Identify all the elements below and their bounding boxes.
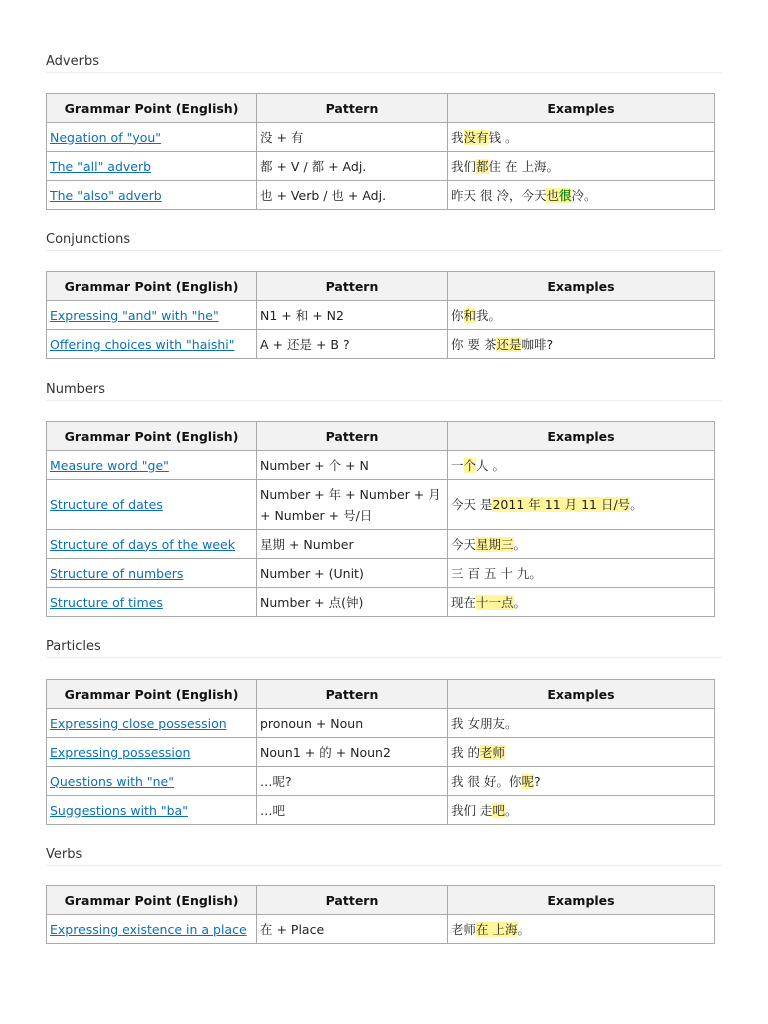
section-heading: Verbs xyxy=(46,845,722,866)
example-highlight: 在 上海 xyxy=(476,922,518,937)
grammar-point-cell xyxy=(47,588,257,617)
example-text: 。 xyxy=(513,537,527,552)
example-highlight: 十一点 xyxy=(476,595,514,610)
example-cell xyxy=(448,915,715,944)
grammar-point-link[interactable]: Structure of days of the week xyxy=(50,536,235,552)
example-text: 。 xyxy=(513,595,527,610)
section-adverbs xyxy=(46,52,722,203)
example-cell xyxy=(448,451,715,480)
pattern-cell: 都 + V / 都 + Adj. xyxy=(257,152,448,181)
table-row xyxy=(47,330,715,359)
grammar-point-cell xyxy=(47,915,257,944)
example-text: 住 在 上海。 xyxy=(488,159,559,174)
example-highlight: 还是 xyxy=(496,337,522,352)
grammar-point-link[interactable]: Negation of "you" xyxy=(50,129,162,145)
table-row xyxy=(47,152,715,181)
grammar-point-cell xyxy=(47,796,257,825)
table-row xyxy=(47,559,715,588)
grammar-point-link[interactable]: Suggestions with "ba" xyxy=(50,802,188,818)
grammar-point-link[interactable]: Structure of times xyxy=(50,594,163,610)
example-cell xyxy=(448,181,715,210)
example-text: 人 。 xyxy=(476,458,506,473)
grammar-point-link[interactable]: Offering choices with "haishi" xyxy=(50,336,235,352)
header-grammar-point: Grammar Point (English) xyxy=(47,680,257,709)
grammar-point-cell xyxy=(47,530,257,559)
header-grammar-point: Grammar Point (English) xyxy=(47,94,257,123)
example-cell xyxy=(448,123,715,152)
grammar-point-link[interactable]: Expressing possession xyxy=(50,744,191,760)
grammar-point-cell xyxy=(47,181,257,210)
pattern-cell: N1 + 和 + N2 xyxy=(257,301,448,330)
pattern-cell: Number + (Unit) xyxy=(257,559,448,588)
grammar-point-link[interactable]: Structure of numbers xyxy=(50,565,184,581)
grammar-point-link[interactable]: Structure of dates xyxy=(50,497,163,512)
example-text: 。 xyxy=(517,922,531,937)
grammar-point-cell xyxy=(47,152,257,181)
example-text: 三 百 五 十 九。 xyxy=(451,566,542,581)
example-cell xyxy=(448,480,715,530)
header-examples: Examples xyxy=(448,94,715,123)
example-text: 我 xyxy=(451,130,464,145)
section-heading: Adverbs xyxy=(46,52,722,73)
table-row xyxy=(47,181,715,210)
example-text: 咖啡? xyxy=(521,337,554,352)
example-text: 今天 是 xyxy=(451,497,493,512)
example-cell xyxy=(448,301,715,330)
header-grammar-point: Grammar Point (English) xyxy=(47,886,257,915)
example-text: 我们 走 xyxy=(451,803,493,818)
pattern-cell: Number + 年 + Number + 月 + Number + 号/日 xyxy=(257,480,448,530)
grammar-point-cell xyxy=(47,301,257,330)
example-cell xyxy=(448,559,715,588)
header-examples: Examples xyxy=(448,422,715,451)
header-pattern: Pattern xyxy=(257,94,448,123)
example-highlight: 没有 xyxy=(463,130,489,145)
example-text: 今天 xyxy=(451,537,477,552)
grammar-point-link[interactable]: Expressing "and" with "he" xyxy=(50,307,219,323)
table-header-row xyxy=(47,422,715,451)
grammar-point-link[interactable]: The "also" adverb xyxy=(50,187,162,203)
example-text: ? xyxy=(533,774,541,789)
example-highlight: 星期三 xyxy=(476,537,514,552)
grammar-table xyxy=(46,885,715,944)
grammar-point-cell xyxy=(47,123,257,152)
grammar-point-link[interactable]: Questions with "ne" xyxy=(50,773,174,789)
table-header-row xyxy=(47,272,715,301)
table-row xyxy=(47,588,715,617)
pattern-cell: Number + 点(钟) xyxy=(257,588,448,617)
pattern-cell: 星期 + Number xyxy=(257,530,448,559)
header-grammar-point: Grammar Point (English) xyxy=(47,272,257,301)
header-pattern: Pattern xyxy=(257,422,448,451)
example-text: 我 很 好。你 xyxy=(451,774,522,789)
grammar-point-link[interactable]: The "all" adverb xyxy=(50,158,152,174)
table-row xyxy=(47,123,715,152)
example-text: 我 女朋友。 xyxy=(451,716,518,731)
example-cell xyxy=(448,530,715,559)
header-grammar-point: Grammar Point (English) xyxy=(47,422,257,451)
table-header-row xyxy=(47,886,715,915)
header-examples: Examples xyxy=(448,272,715,301)
grammar-table xyxy=(46,271,715,359)
example-text: 冷。 xyxy=(571,188,597,203)
table-row xyxy=(47,915,715,944)
example-text: 。 xyxy=(505,803,518,818)
example-highlight: 吧 xyxy=(492,803,505,818)
grammar-point-cell xyxy=(47,451,257,480)
header-examples: Examples xyxy=(448,680,715,709)
grammar-point-cell xyxy=(47,330,257,359)
grammar-point-link[interactable]: Expressing existence in a place xyxy=(50,921,247,937)
example-text: 一 xyxy=(451,458,464,473)
example-text: 钱 。 xyxy=(488,130,518,145)
grammar-point-link[interactable]: Expressing close possession xyxy=(50,715,227,731)
table-row xyxy=(47,738,715,767)
example-cell xyxy=(448,738,715,767)
table-header-row xyxy=(47,94,715,123)
pattern-cell: A + 还是 + B ? xyxy=(257,330,448,359)
example-text: 你 xyxy=(451,308,464,323)
pattern-cell: …呢? xyxy=(257,767,448,796)
grammar-point-link[interactable]: Measure word "ge" xyxy=(50,457,169,473)
table-row xyxy=(47,709,715,738)
pattern-cell: Noun1 + 的 + Noun2 xyxy=(257,738,448,767)
header-examples: Examples xyxy=(448,886,715,915)
example-highlight: 和 xyxy=(463,308,477,323)
example-highlight-green: 很 xyxy=(558,188,572,203)
example-highlight: 2011 年 11 月 11 日/号 xyxy=(492,497,631,512)
grammar-table xyxy=(46,93,715,210)
example-cell xyxy=(448,767,715,796)
table-row xyxy=(47,480,715,530)
example-highlight: 也 xyxy=(546,188,559,203)
section-verbs xyxy=(46,845,722,937)
pattern-cell: 在 + Place xyxy=(257,915,448,944)
example-text: 老师 xyxy=(451,922,477,937)
pattern-cell: 没 + 有 xyxy=(257,123,448,152)
pattern-cell: pronoun + Noun xyxy=(257,709,448,738)
example-cell xyxy=(448,588,715,617)
example-highlight: 个 xyxy=(463,458,477,473)
section-heading: Numbers xyxy=(46,380,722,401)
example-text: 我们 xyxy=(451,159,477,174)
example-text: 你 要 茶 xyxy=(451,337,497,352)
example-text: 。 xyxy=(630,497,643,512)
section-heading: Conjunctions xyxy=(46,230,722,251)
section-heading: Particles xyxy=(46,637,722,658)
grammar-point-cell xyxy=(47,480,257,530)
example-cell xyxy=(448,709,715,738)
grammar-point-cell xyxy=(47,559,257,588)
table-row xyxy=(47,451,715,480)
example-highlight: 都 xyxy=(476,159,489,174)
header-pattern: Pattern xyxy=(257,680,448,709)
header-pattern: Pattern xyxy=(257,272,448,301)
table-row xyxy=(47,530,715,559)
table-row xyxy=(47,767,715,796)
section-conjunctions xyxy=(46,230,722,352)
pattern-cell: Number + 个 + N xyxy=(257,451,448,480)
example-text: 我 的 xyxy=(451,745,480,760)
table-header-row xyxy=(47,680,715,709)
grammar-point-cell xyxy=(47,767,257,796)
example-cell xyxy=(448,796,715,825)
example-text: 昨天 很 冷，今天 xyxy=(451,188,547,203)
grammar-table xyxy=(46,679,715,825)
example-text: 现在 xyxy=(451,595,477,610)
pattern-cell: …吧 xyxy=(257,796,448,825)
grammar-point-cell xyxy=(47,709,257,738)
grammar-point-cell xyxy=(47,738,257,767)
table-row xyxy=(47,796,715,825)
example-cell xyxy=(448,330,715,359)
section-numbers xyxy=(46,380,722,610)
example-cell xyxy=(448,152,715,181)
example-highlight: 呢 xyxy=(521,774,534,789)
pattern-cell: 也 + Verb / 也 + Adj. xyxy=(257,181,448,210)
grammar-table xyxy=(46,421,715,617)
example-text: 我。 xyxy=(476,308,502,323)
header-pattern: Pattern xyxy=(257,886,448,915)
example-highlight: 老师 xyxy=(479,745,505,760)
table-row xyxy=(47,301,715,330)
section-particles xyxy=(46,637,722,818)
